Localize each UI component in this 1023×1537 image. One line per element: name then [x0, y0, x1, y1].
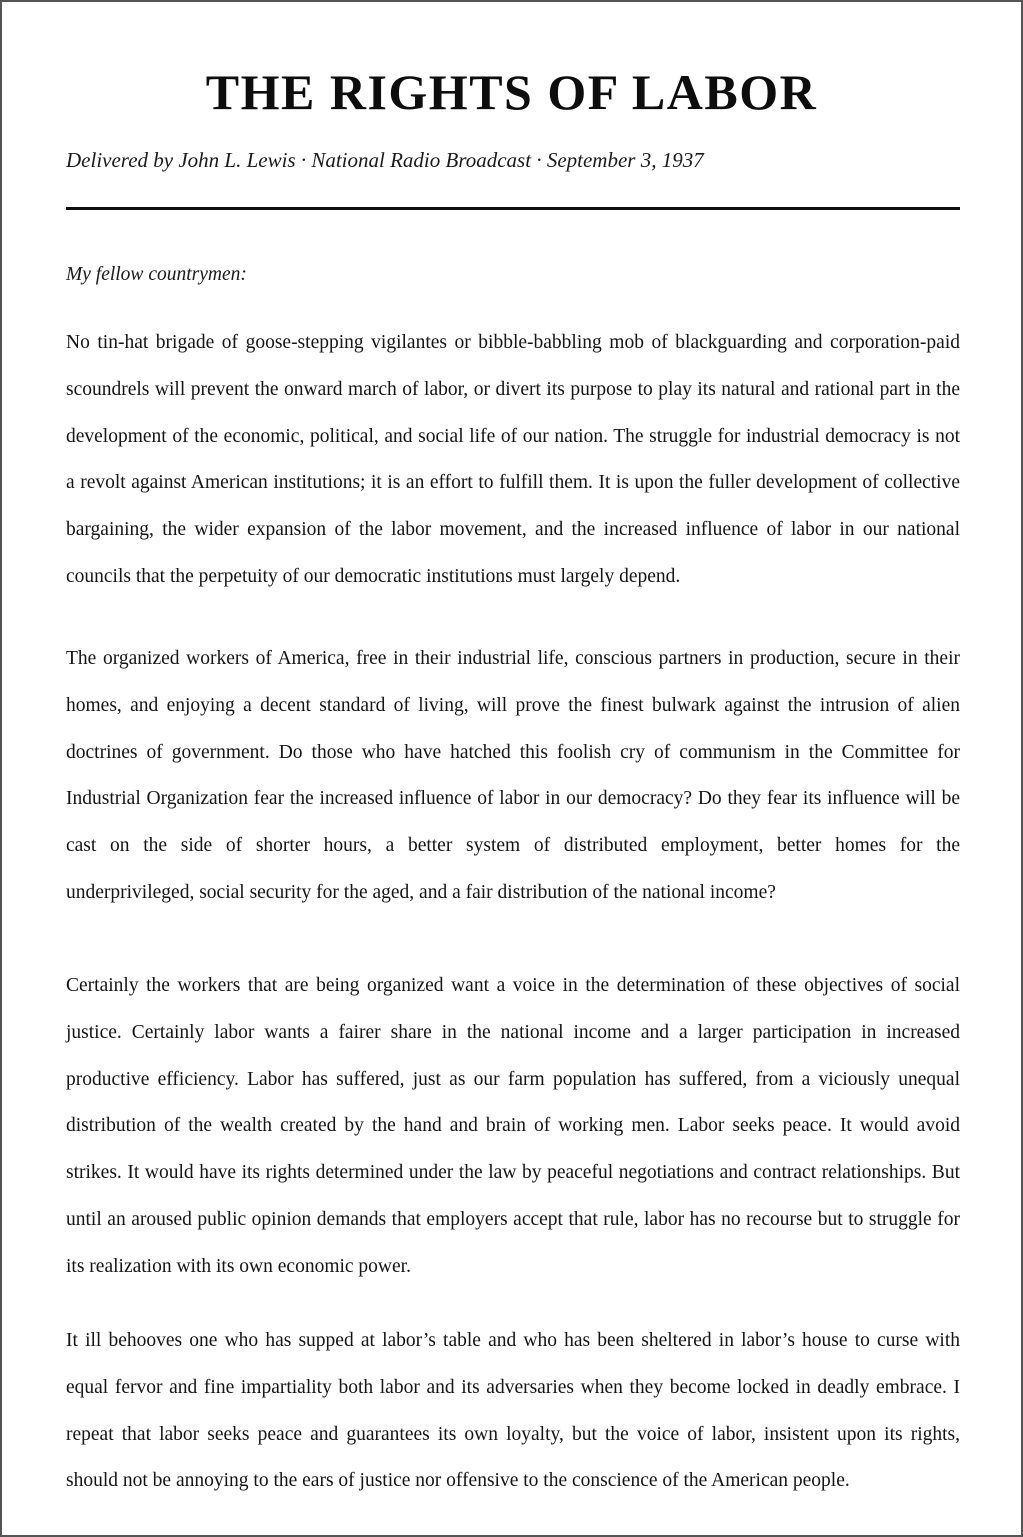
paragraph-3 [66, 963, 960, 1291]
text-line: equal fervor and fine impartiality both labor and its adversaries when they become locked in deadly embrace. I [66, 1376, 960, 1398]
text-line: doctrines of government. Do those who have hatched this foolish cry of communism in the Committee for [66, 741, 960, 763]
page-title: THE RIGHTS OF LABOR [205, 64, 818, 120]
text-line: strikes. It would have its rights determined under the law by peaceful negotiations and contract relationships. But [66, 1162, 960, 1184]
text-line: its realization with its own economic power. [66, 1255, 411, 1277]
text-line: homes, and enjoying a decent standard of living, will prove the finest bulwark against the intrusion of alien [66, 694, 960, 716]
text-line: a revolt against American institutions; it is an effort to fulfill them. It is upon the fuller development of collective [66, 472, 960, 494]
text-line: distribution of the wealth created by the hand and brain of working men. Labor seeks peace. It would avoid [66, 1115, 960, 1137]
paragraph-2 [66, 636, 960, 917]
text-line: scoundrels will prevent the onward march of labor, or divert its purpose to play its natural and rational part in the [66, 378, 960, 400]
text-line: It ill behooves one who has supped at labor’s table and who has been sheltered in labor’s house to curse with [66, 1330, 960, 1351]
text-line: No tin-hat brigade of goose-stepping vigilantes or bibble-babbling mob of blackguarding and corporation-paid [66, 332, 960, 353]
text-line: until an aroused public opinion demands that employers accept that rule, labor has no recourse but to struggle for [66, 1208, 960, 1230]
text-line: cast on the side of shorter hours, a better system of distributed employment, better homes for the [66, 835, 960, 857]
text-line: Certainly the workers that are being organized want a voice in the determination of these objectives of social [66, 975, 960, 996]
text-line: councils that the perpetuity of our democratic institutions must largely depend. [66, 565, 681, 587]
text-line: Industrial Organization fear the increased influence of labor in our democracy? Do they fear its influence will be [66, 788, 960, 810]
divider-rule [66, 207, 960, 210]
paragraph-1 [66, 320, 960, 601]
text-line: productive efficiency. Labor has suffered, just as our farm population has suffered, from a viciously unequal [66, 1068, 960, 1090]
text-line: justice. Certainly labor wants a fairer share in the national income and a larger participation in increased [66, 1021, 960, 1043]
text-line: development of the economic, political, and social life of our nation. The struggle for industrial democracy is not [66, 425, 960, 447]
salutation: My fellow countrymen: [66, 264, 247, 285]
text-line: underprivileged, social security for the aged, and a fair distribution of the national income? [66, 881, 776, 903]
text-line: The organized workers of America, free in their industrial life, conscious partners in production, secure in their [66, 648, 960, 669]
subtitle-byline: Delivered by John L. Lewis · National Radio Broadcast · September 3, 1937 [66, 148, 704, 172]
paragraph-4 [66, 1318, 960, 1505]
text-line: bargaining, the wider expansion of the labor movement, and the increased influence of labor in our national [66, 519, 960, 541]
text-line: repeat that labor seeks peace and guarantees its own loyalty, but the voice of labor, insistent upon its rights, [66, 1423, 960, 1445]
text-line: should not be annoying to the ears of justice nor offensive to the conscience of the American people. [66, 1470, 850, 1492]
